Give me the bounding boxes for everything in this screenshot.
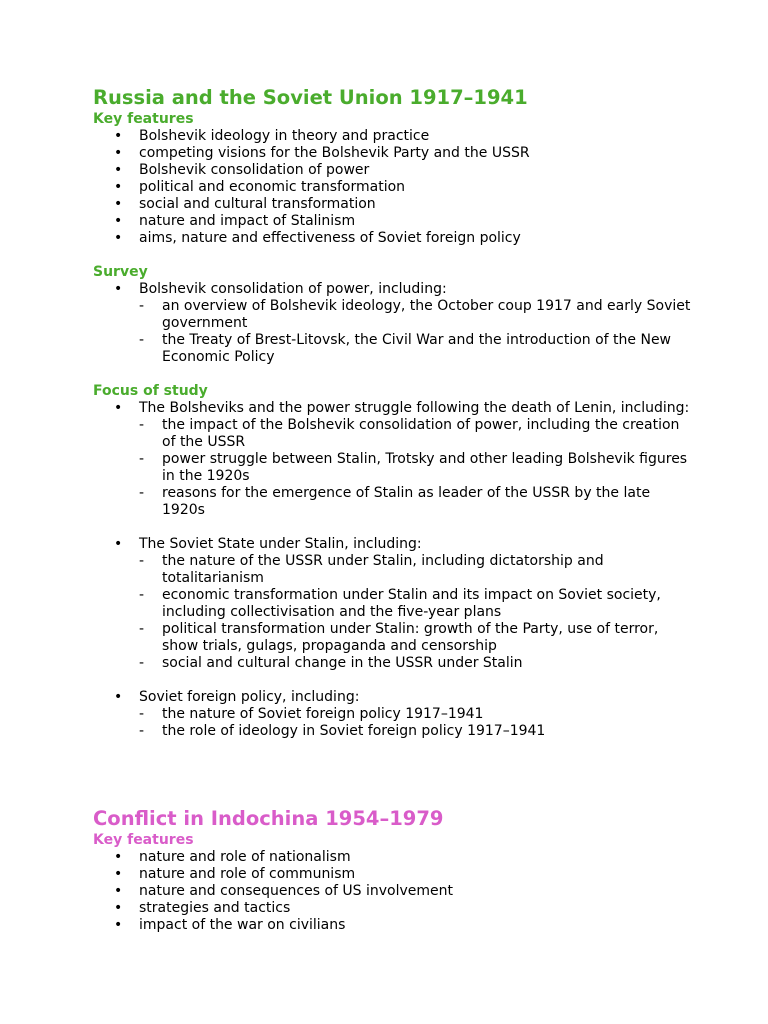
survey-heading: Survey bbox=[93, 264, 148, 280]
dash-icon: - bbox=[139, 298, 145, 314]
bullet-icon: • bbox=[114, 230, 123, 246]
survey-list bbox=[93, 281, 693, 366]
sub-list-item: - the role of ideology in Soviet foreign policy 1917–1941 bbox=[139, 723, 546, 739]
dash-icon: - bbox=[139, 332, 145, 348]
list-item: • Bolshevik ideology in theory and practice bbox=[114, 128, 430, 144]
key-features-list bbox=[93, 849, 693, 934]
sub-list-item: - political transformation under Stalin: growth of the Party, use of terror, show trials, gulags, propaganda and censorship bbox=[139, 621, 659, 654]
bullet-icon: • bbox=[114, 162, 123, 178]
dash-icon: - bbox=[139, 485, 145, 501]
sub-list-item: - social and cultural change in the USSR under Stalin bbox=[139, 655, 523, 671]
bullet-icon: • bbox=[114, 196, 123, 212]
sub-list-item: - the nature of the USSR under Stalin, including dictatorship and totalitarianism bbox=[139, 553, 604, 586]
bullet-icon: • bbox=[114, 281, 123, 297]
bullet-icon: • bbox=[114, 145, 123, 161]
sub-list bbox=[139, 706, 693, 740]
sub-list bbox=[139, 417, 693, 519]
bullet-icon: • bbox=[114, 179, 123, 195]
focus-heading: Focus of study bbox=[93, 383, 208, 399]
dash-icon: - bbox=[139, 451, 145, 467]
list-item: • nature and role of nationalism bbox=[114, 849, 351, 865]
dash-icon: - bbox=[139, 723, 145, 739]
sub-list-item: - reasons for the emergence of Stalin as leader of the USSR by the late 1920s bbox=[139, 485, 651, 518]
list-item: • social and cultural transformation bbox=[114, 196, 376, 212]
key-features-heading: Key features bbox=[93, 111, 194, 127]
bullet-icon: • bbox=[114, 849, 123, 865]
bullet-icon: • bbox=[114, 917, 123, 933]
bullet-icon: • bbox=[114, 213, 123, 229]
sub-list bbox=[139, 553, 693, 672]
focus-list bbox=[93, 400, 693, 519]
list-item: • nature and impact of Stalinism bbox=[114, 213, 356, 229]
section-conflict-indochina bbox=[93, 806, 693, 934]
list-item: • competing visions for the Bolshevik Party and the USSR bbox=[114, 145, 530, 161]
list-item: • Bolshevik consolidation of power, including: - an overview of Bolshevik ideology, the October coup 1917 and early Soviet government - the Treaty of Brest-Litovsk, the Civil War and the introduction of the New Economic Policy bbox=[93, 281, 693, 366]
sub-list-item: - the Treaty of Brest-Litovsk, the Civil War and the introduction of the New Economic Policy bbox=[139, 332, 672, 365]
list-item: • political and economic transformation bbox=[114, 179, 406, 195]
list-item: • The Soviet State under Stalin, including: - the nature of the USSR under Stalin, including dictatorship and totalitarianism - economic transformation under Stalin and its impact on Soviet society, including collectivisation and the five-year plans - political transformation under Stalin: growth of the Party, use of terror, show trials, gulags, propaganda and censorship - social and cultural change in the USSR under Stalin bbox=[93, 536, 693, 672]
section-title: Russia and the Soviet Union 1917–1941 bbox=[93, 86, 528, 109]
sub-list-item: - economic transformation under Stalin and its impact on Soviet society, including collectivisation and the five-year plans bbox=[139, 587, 661, 620]
bullet-icon: • bbox=[114, 128, 123, 144]
list-item: • nature and role of communism bbox=[114, 866, 356, 882]
list-item: • Soviet foreign policy, including: - the nature of Soviet foreign policy 1917–1941 - the role of ideology in Soviet foreign policy 1917–1941 bbox=[93, 689, 693, 740]
bullet-icon: • bbox=[114, 689, 123, 705]
list-item: • impact of the war on civilians bbox=[114, 917, 346, 933]
list-item: • strategies and tactics bbox=[114, 900, 291, 916]
dash-icon: - bbox=[139, 621, 145, 637]
sub-list-item: - the nature of Soviet foreign policy 1917–1941 bbox=[139, 706, 484, 722]
dash-icon: - bbox=[139, 706, 145, 722]
focus-list bbox=[93, 536, 693, 672]
list-item: • nature and consequences of US involvement bbox=[114, 883, 454, 899]
bullet-icon: • bbox=[114, 900, 123, 916]
bullet-icon: • bbox=[114, 883, 123, 899]
bullet-icon: • bbox=[114, 536, 123, 552]
section-title: Conflict in Indochina 1954–1979 bbox=[93, 807, 444, 830]
bullet-icon: • bbox=[114, 866, 123, 882]
key-features-heading: Key features bbox=[93, 832, 194, 848]
dash-icon: - bbox=[139, 587, 145, 603]
focus-list bbox=[93, 689, 693, 740]
sub-list-item: - power struggle between Stalin, Trotsky and other leading Bolshevik figures in the 1920s bbox=[139, 451, 688, 484]
section-russia-soviet-union bbox=[93, 85, 693, 740]
sub-list-item: - an overview of Bolshevik ideology, the October coup 1917 and early Soviet government bbox=[139, 298, 691, 331]
list-item: • The Bolsheviks and the power struggle following the death of Lenin, including: - the impact of the Bolshevik consolidation of power, including the creation of the USSR - power struggle between Stalin, Trotsky and other leading Bolshevik figures in the 1920s - reasons for the emergence of Stalin as leader of the USSR by the late 1920s bbox=[93, 400, 693, 519]
dash-icon: - bbox=[139, 417, 145, 433]
dash-icon: - bbox=[139, 655, 145, 671]
dash-icon: - bbox=[139, 553, 145, 569]
key-features-list bbox=[93, 128, 693, 247]
list-item: • aims, nature and effectiveness of Soviet foreign policy bbox=[114, 230, 521, 246]
list-item: • Bolshevik consolidation of power bbox=[114, 162, 370, 178]
sub-list-item: - the impact of the Bolshevik consolidation of power, including the creation of the USSR bbox=[139, 417, 680, 450]
bullet-icon: • bbox=[114, 400, 123, 416]
sub-list bbox=[139, 298, 693, 366]
